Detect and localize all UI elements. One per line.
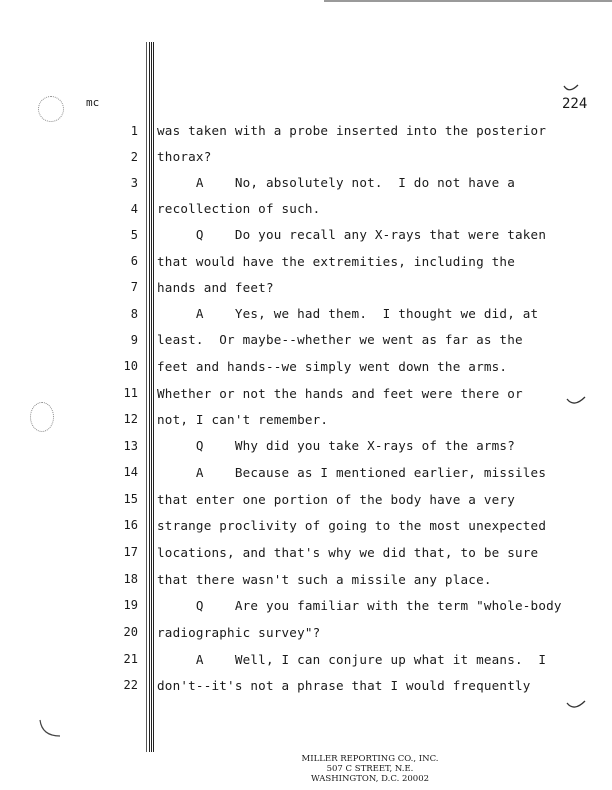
transcript-line: recollection of such. <box>157 201 321 216</box>
margin-bar <box>149 42 155 752</box>
transcript-line: that enter one portion of the body have a very <box>157 492 515 507</box>
check-mark-icon <box>563 84 579 96</box>
line-number: 19 <box>123 598 138 612</box>
line-number: 5 <box>130 228 138 242</box>
transcript-line: least. Or maybe--whether we went as far as the <box>157 332 523 347</box>
line-number: 14 <box>123 465 138 479</box>
line-number: 20 <box>123 625 138 639</box>
line-number: 2 <box>130 150 138 164</box>
line-number: 3 <box>130 176 138 190</box>
line-number: 1 <box>130 124 138 138</box>
transcript-line: A Yes, we had them. I thought we did, at <box>157 306 539 321</box>
transcript-line: not, I can't remember. <box>157 412 329 427</box>
transcript-line: that there wasn't such a missile any place. <box>157 572 492 587</box>
line-number: 22 <box>123 678 138 692</box>
line-number: 9 <box>130 333 138 347</box>
line-number: 8 <box>130 307 138 321</box>
transcript-line: Whether or not the hands and feet were there or <box>157 386 523 401</box>
line-number: 7 <box>130 280 138 294</box>
footer-street: 507 C STREET, N.E. <box>326 764 414 774</box>
line-number: 17 <box>123 545 138 559</box>
line-number: 10 <box>123 359 138 373</box>
punch-hole-middle <box>30 402 54 432</box>
transcript-line: was taken with a probe inserted into the posterior <box>157 123 547 138</box>
transcript-line: Q Are you familiar with the term "whole-body <box>157 598 562 613</box>
reporter-initials: mc <box>86 96 100 109</box>
footer-company: MILLER REPORTING CO., INC. <box>301 754 439 764</box>
transcript-line: don't--it's not a phrase that I would frequently <box>157 678 531 693</box>
line-number: 18 <box>123 572 138 586</box>
check-mark-icon <box>566 700 586 714</box>
transcript-line: strange proclivity of going to the most unexpected <box>157 518 547 533</box>
transcript-line: that would have the extremities, including the <box>157 254 515 269</box>
transcript-line: A No, absolutely not. I do not have a <box>157 175 515 190</box>
transcript-line: Q Why did you take X-rays of the arms? <box>157 438 515 453</box>
check-mark-icon <box>566 396 586 410</box>
margin-line <box>146 42 147 752</box>
line-number: 11 <box>123 386 138 400</box>
line-number: 21 <box>123 652 138 666</box>
top-rule <box>324 0 612 2</box>
line-number: 4 <box>130 202 138 216</box>
line-number: 13 <box>123 439 138 453</box>
transcript-line: Q Do you recall any X-rays that were taken <box>157 227 547 242</box>
transcript-line: hands and feet? <box>157 280 274 295</box>
reporting-company-footer <box>280 754 460 784</box>
transcript-line: thorax? <box>157 149 212 164</box>
line-number: 12 <box>123 412 138 426</box>
line-number: 6 <box>130 254 138 268</box>
transcript-line: radiographic survey"? <box>157 625 321 640</box>
footer-city: WASHINGTON, D.C. 20002 <box>310 774 430 784</box>
line-number: 16 <box>123 518 138 532</box>
transcript-line: A Because as I mentioned earlier, missiles <box>157 465 547 480</box>
transcript-line: feet and hands--we simply went down the arms. <box>157 359 508 374</box>
line-number: 15 <box>123 492 138 506</box>
corner-mark-icon <box>36 716 66 742</box>
page-number: 224 <box>562 96 588 112</box>
punch-hole-top <box>38 96 64 122</box>
transcript-line: A Well, I can conjure up what it means. I <box>157 652 547 667</box>
transcript-line: locations, and that's why we did that, to be sure <box>157 545 539 560</box>
